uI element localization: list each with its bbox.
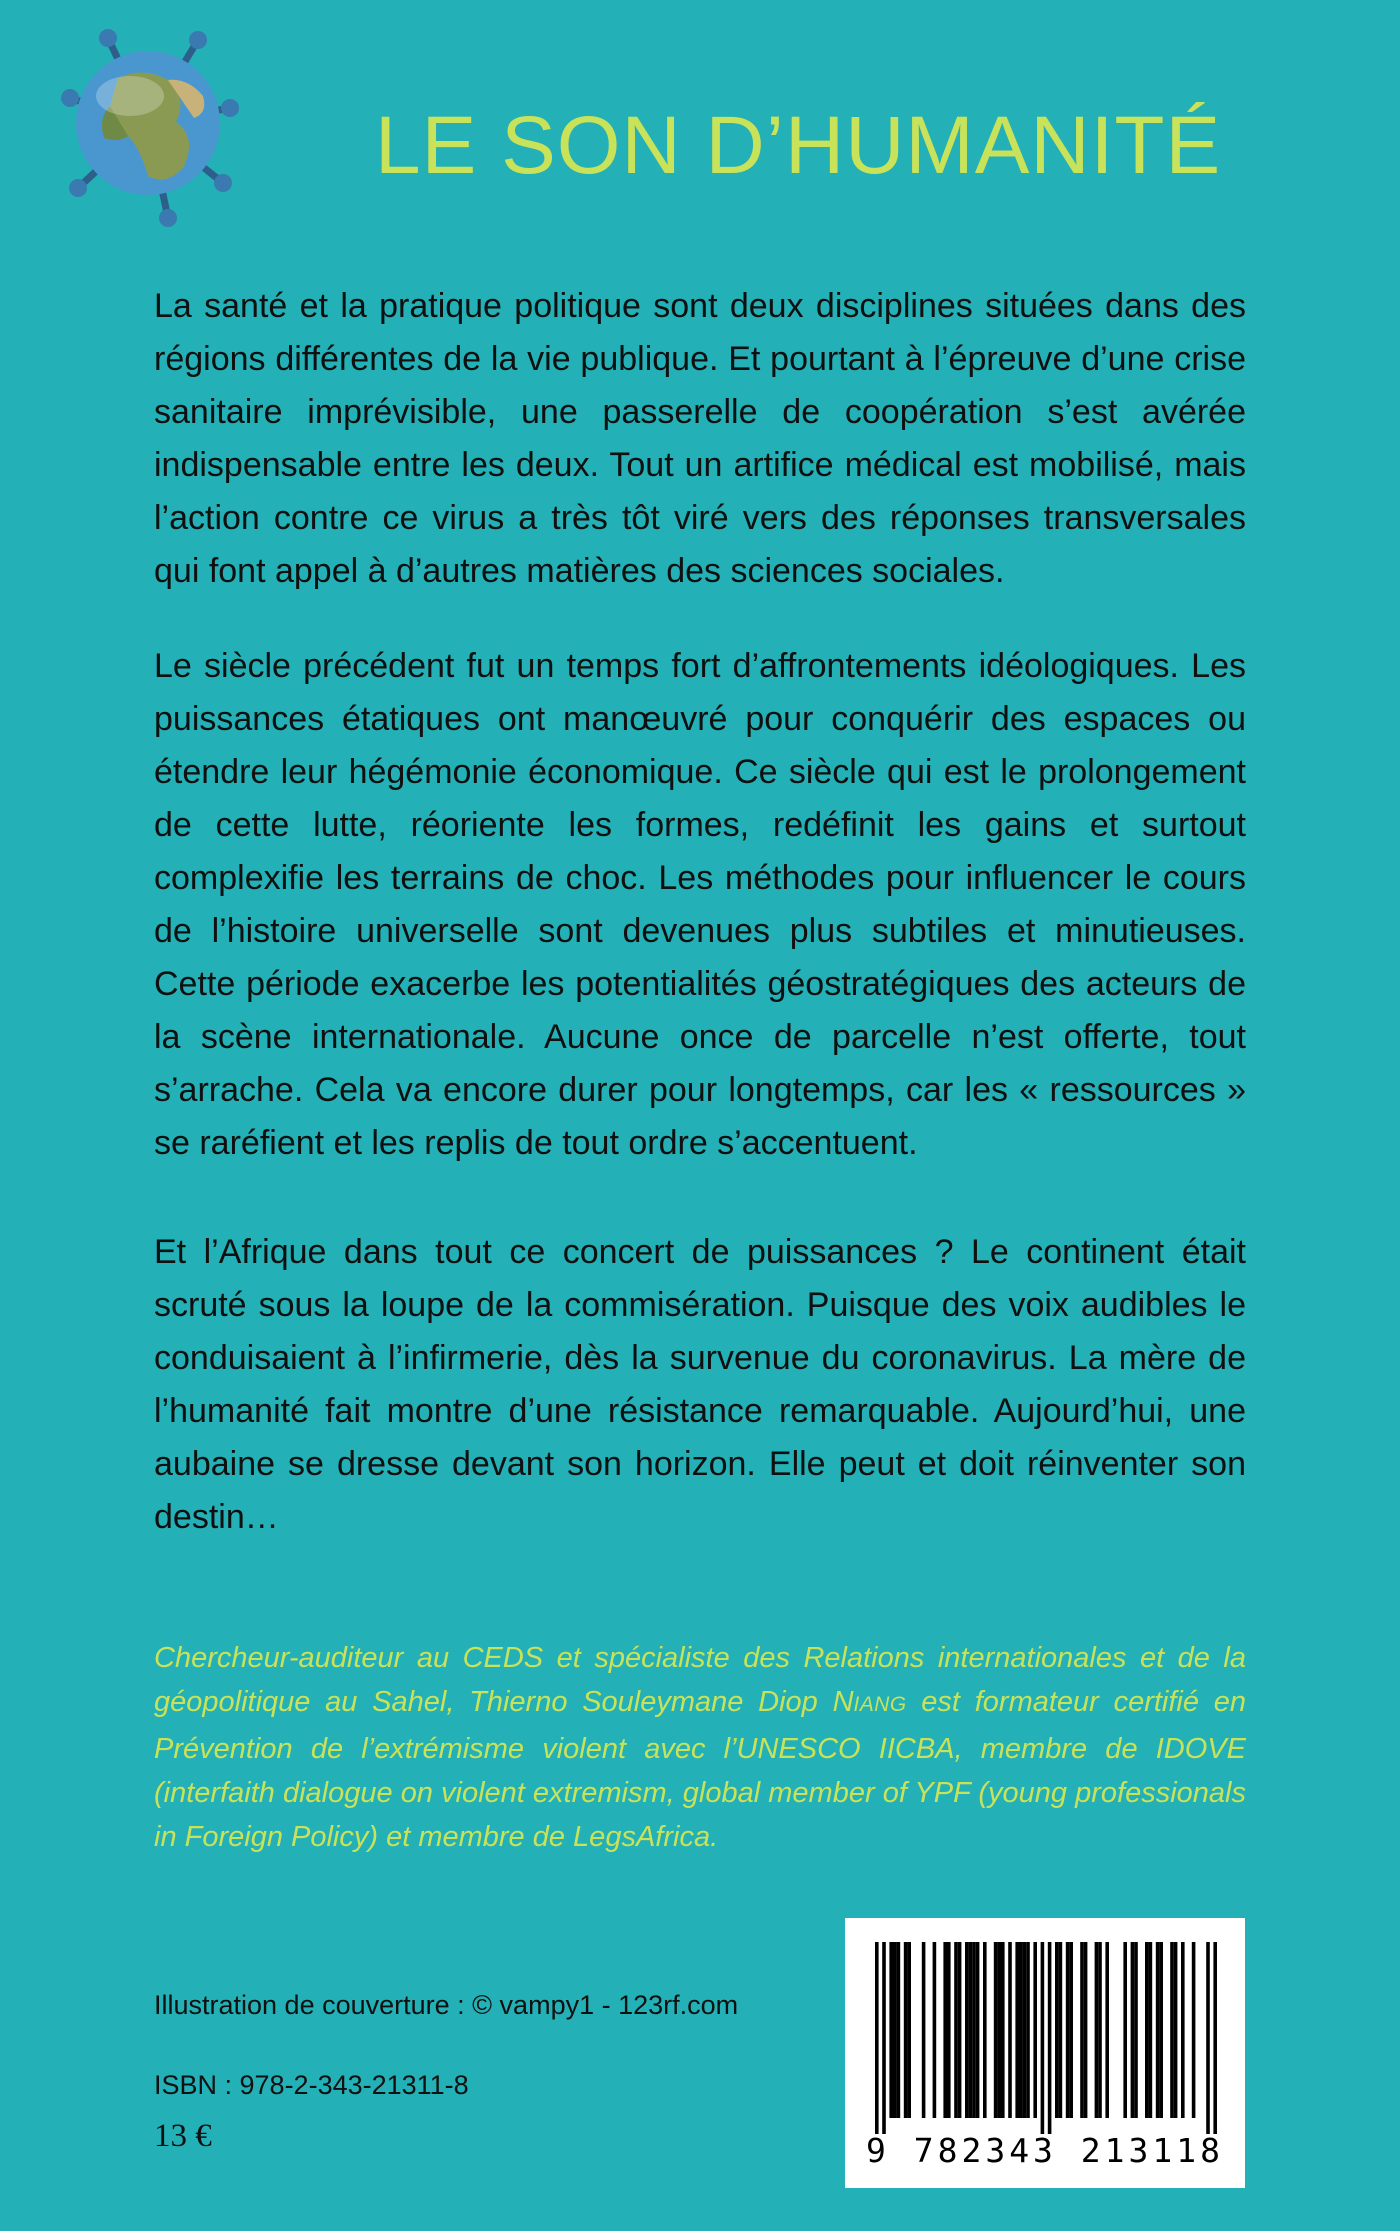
barcode-bar xyxy=(1170,1942,1174,2118)
barcode-bar xyxy=(976,1942,980,2118)
author-biography xyxy=(154,1636,1246,1859)
synopsis-paragraph-2: Le siècle précédent fut un temps fort d’affrontements idéologiques. Les puissances étatiques ont manœuvré pour conquérir des espaces ou étendre leur hégémonie économique. Ce siècle qui est le prolongement de cette lutte, réoriente les formes, redéfinit les gains et surtout complexifie les terrains de choc. Les méthodes pour influencer le cours de l’histoire universelle sont devenues plus subtiles et minutieuses. Cette période exacerbe les potentialités géostratégiques des acteurs de la scène internationale. Aucune once de parcelle n’est offerte, tout s’arrache. Cela va encore durer pour longtemps, car les « ressources » se raréfient et les replis de tout ordre s’accentuent. xyxy=(154,647,1246,1162)
barcode-bar xyxy=(1095,1942,1099,2118)
barcode-bar xyxy=(997,1942,1001,2118)
barcode-bar xyxy=(1206,1942,1210,2134)
bio-text-after: est formateur certifié en Prévention de l’extrémisme violent avec l’UNESCO IICBA, membre de IDOVE (interfaith dialogue on violent extremism, global member of YPF (young professionals in Foreign Policy) et membre de LegsAfrica. xyxy=(154,1686,1246,1853)
barcode-bar xyxy=(1131,1942,1135,2118)
synopsis-paragraph-3: Et l’Afrique dans tout ce concert de puissances ? Le continent était scruté sous la loupe de la commisération. Puisque des voix audibles le conduisaient à l’infirmerie, dès la survenue du coronavirus. La mère de l’humanité fait montre d’une résistance remarquable. Aujourd’hui, une aubaine se dresse devant son horizon. Elle peut et doit réinventer son destin… xyxy=(154,1233,1246,1536)
barcode-bar xyxy=(1055,1942,1059,2118)
barcode-bar xyxy=(1181,1942,1185,2118)
barcode-bar xyxy=(1084,1942,1088,2118)
barcode-bar xyxy=(904,1942,908,2118)
barcode-bar xyxy=(1059,1942,1063,2118)
barcode-bar xyxy=(1156,1942,1160,2118)
isbn-number: ISBN : 978-2-343-21311-8 xyxy=(154,2070,469,2100)
barcode-bar xyxy=(897,1942,901,2118)
barcode-bar xyxy=(983,1942,987,2118)
barcode-bar xyxy=(922,1942,926,2118)
virus-globe-illustration xyxy=(48,18,248,228)
synopsis-paragraph-1: La santé et la pratique politique sont deux disciplines situées dans des régions différentes de la vie publique. Et pourtant à l’épreuve d’une crise sanitaire imprévisible, une passerelle de coopération s’est avérée indispensable entre les deux. Tout un artifice médical est mobilisé, mais l’action contre ce virus a très tôt viré vers des réponses transversales qui font appel à d’autres matières des sciences sociales. xyxy=(154,287,1246,590)
barcode-bar xyxy=(1192,1942,1196,2118)
barcode-bar xyxy=(954,1942,958,2118)
barcode-bar xyxy=(1080,1942,1084,2118)
barcode-bar xyxy=(965,1942,969,2118)
barcode-bar xyxy=(882,1942,886,2134)
barcode-bar xyxy=(1069,1942,1073,2118)
barcode-bar xyxy=(1023,1942,1027,2118)
barcode-bar xyxy=(969,1942,973,2118)
barcode-graphic xyxy=(845,1918,1245,2188)
barcode-bar xyxy=(1048,1942,1052,2134)
cover-illustration-credit: Illustration de couverture : © vampy1 - 123rf.com xyxy=(154,1990,739,2020)
barcode-bar xyxy=(1015,1942,1019,2118)
barcode-bar xyxy=(958,1942,962,2118)
barcode-digits: 9 782343 213118 xyxy=(865,2131,1225,2170)
barcode-bar xyxy=(972,1942,976,2118)
barcode-bar xyxy=(1105,1942,1109,2118)
barcode-bar xyxy=(1123,1942,1127,2118)
bio-text-before: Chercheur-auditeur au CEDS et spécialiste des Relations internationales et de la géopolitique au Sahel, Thierno Souleymane Diop xyxy=(154,1642,1246,1718)
barcode-bar xyxy=(875,1942,879,2134)
barcode-bar xyxy=(943,1942,947,2118)
barcode-bar xyxy=(889,1942,893,2118)
ean-barcode xyxy=(845,1918,1245,2188)
barcode-bar xyxy=(1159,1942,1163,2118)
barcode-bar xyxy=(1033,1942,1037,2118)
barcode-bar xyxy=(893,1942,897,2118)
barcode-bar xyxy=(1019,1942,1023,2118)
barcode-bar xyxy=(1001,1942,1005,2118)
barcode-bar xyxy=(1145,1942,1149,2118)
barcode-bar xyxy=(1066,1942,1070,2118)
barcode-bar xyxy=(907,1942,911,2118)
author-surname: NIANG xyxy=(832,1686,907,1718)
barcode-bar xyxy=(1098,1942,1102,2118)
barcode-bar xyxy=(1134,1942,1138,2118)
barcode-bar xyxy=(1008,1942,1012,2118)
barcode-bar xyxy=(1149,1942,1153,2118)
barcode-bar xyxy=(994,1942,998,2118)
barcode-bar xyxy=(1026,1942,1030,2118)
barcode-bar xyxy=(1041,1942,1045,2134)
barcode-bar xyxy=(1174,1942,1178,2118)
book-price: 13 € xyxy=(154,2118,212,2154)
barcode-bar xyxy=(1213,1942,1217,2134)
book-title: LE SON D’HUMANITÉ xyxy=(375,100,1222,191)
barcode-bar xyxy=(933,1942,937,2118)
barcode-bar xyxy=(947,1942,951,2118)
